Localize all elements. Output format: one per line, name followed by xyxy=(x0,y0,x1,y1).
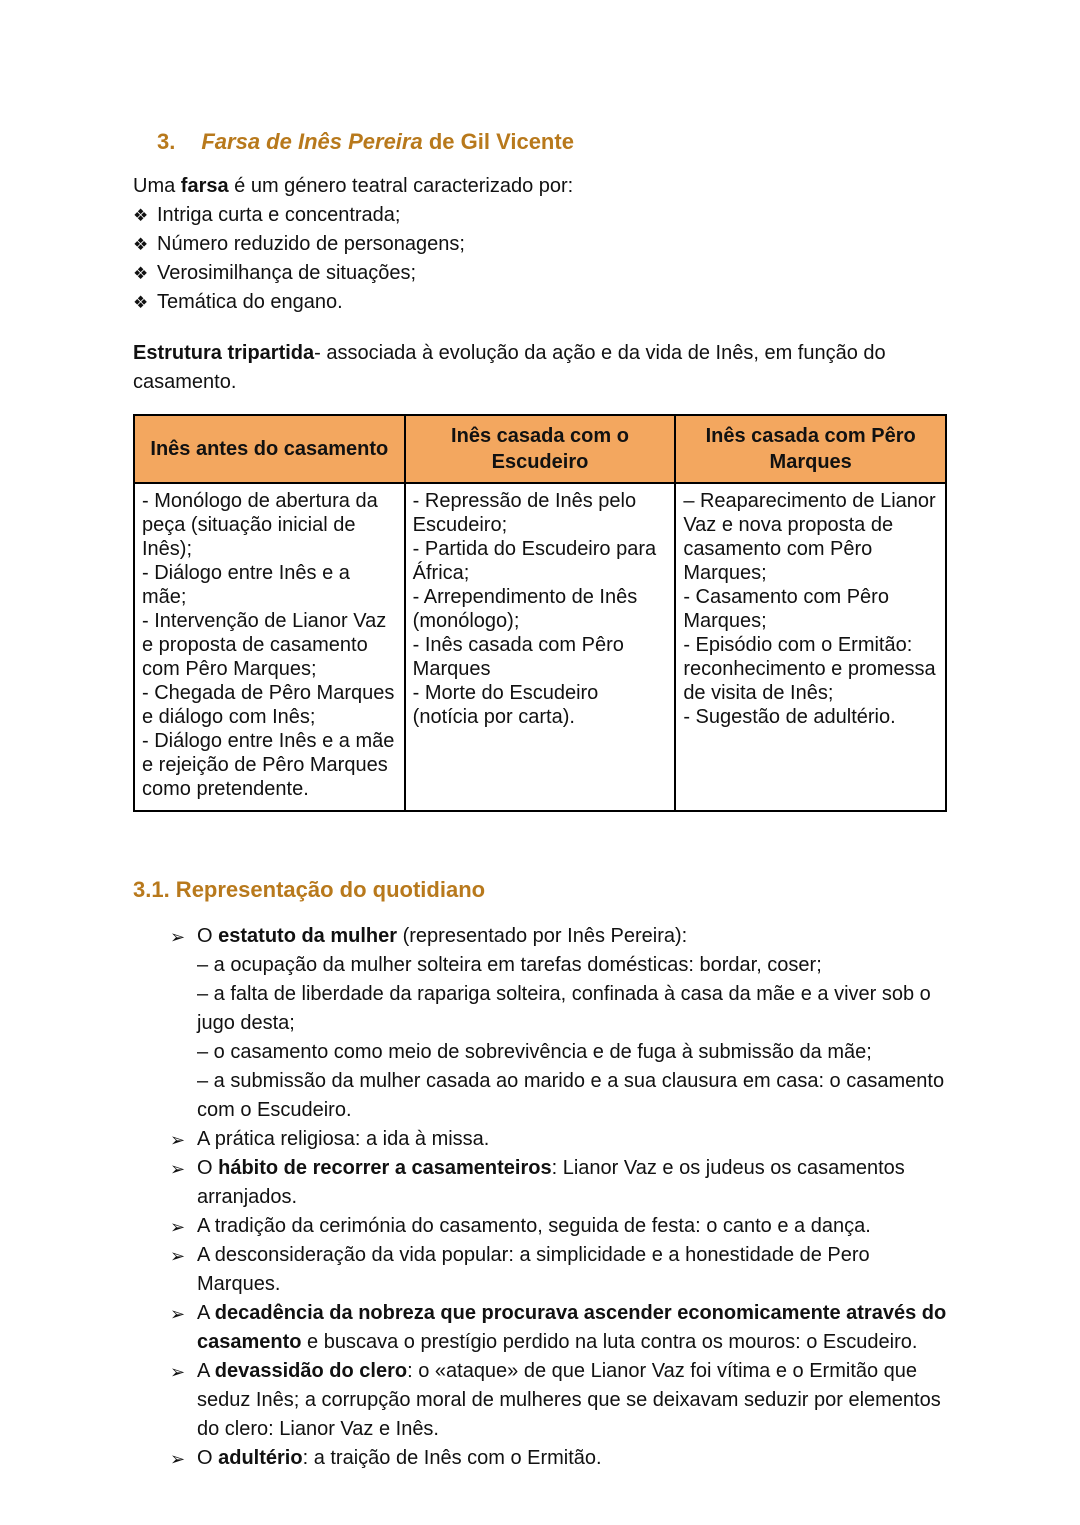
list-item-text: Verosimilhança de situações; xyxy=(157,262,417,284)
table-cell-item: - Monólogo de abertura da peça (situação inicial de Inês); xyxy=(142,490,378,560)
list-item-text: Número reduzido de personagens; xyxy=(157,233,465,255)
arrow-bullet-icon: ➢ xyxy=(170,1449,186,1469)
diamond-bullet-icon: ❖ xyxy=(133,235,149,254)
list-item xyxy=(133,1212,947,1241)
list-item-text: Intriga curta e concentrada; xyxy=(157,204,401,226)
text: (representado por Inês Pereira): xyxy=(397,925,688,947)
quotidiano-list xyxy=(133,922,947,1473)
subsection-heading: 3.1. Representação do quotidiano xyxy=(133,877,486,902)
sub-item-text: – a ocupação da mulher solteira em tarefas domésticas: bordar, coser; xyxy=(197,954,822,976)
text: O xyxy=(197,1447,219,1469)
table-cell-item: - Diálogo entre Inês e a mãe; xyxy=(142,562,350,608)
arrow-bullet-icon: ➢ xyxy=(170,1217,186,1237)
bold-text: Estrutura tripartida xyxy=(133,342,315,364)
sub-item-text: – o casamento como meio de sobrevivência e de fuga à submissão da mãe; xyxy=(197,1041,872,1063)
table-cell-item: - Arrependimento de Inês (monólogo); xyxy=(412,586,638,632)
estrutura-table xyxy=(133,414,947,812)
text: A prática religiosa: a ida à missa. xyxy=(197,1128,490,1150)
arrow-bullet-icon: ➢ xyxy=(170,1246,186,1266)
bold-text: decadência da nobreza que procurava ascender economicamente através do casamento xyxy=(197,1302,947,1353)
list-item-text xyxy=(197,1360,941,1440)
estrutura-paragraph xyxy=(133,339,947,397)
list-item xyxy=(133,1125,947,1154)
list-item-text xyxy=(197,1157,905,1208)
heading-title-italic: Farsa de Inês Pereira xyxy=(201,129,423,154)
farsa-characteristics-list xyxy=(133,201,947,317)
bold-text: devassidão do clero xyxy=(214,1360,408,1382)
table-cell-item: - Diálogo entre Inês e a mãe e rejeição de Pêro Marques como pretendente. xyxy=(142,730,395,800)
diamond-bullet-icon: ❖ xyxy=(133,206,149,225)
section-heading xyxy=(157,128,947,155)
table-cell-item: - Intervenção de Lianor Vaz e proposta de casamento com Pêro Marques; xyxy=(142,610,387,680)
arrow-bullet-icon: ➢ xyxy=(170,1362,186,1382)
table-cell xyxy=(134,483,405,811)
heading-title-rest: de Gil Vicente xyxy=(422,129,574,154)
intro-paragraph xyxy=(133,172,947,201)
list-item-text xyxy=(197,1302,946,1353)
text: A xyxy=(197,1360,215,1382)
list-item xyxy=(133,1241,947,1299)
table-cell-item: - Morte do Escudeiro (notícia por carta). xyxy=(412,682,599,728)
text: O xyxy=(197,1157,219,1179)
list-item xyxy=(133,230,947,259)
list-item-text xyxy=(197,1244,870,1295)
arrow-bullet-icon: ➢ xyxy=(170,1130,186,1150)
bold-text: estatuto da mulher xyxy=(218,925,398,947)
list-item-text xyxy=(197,1215,871,1237)
list-item-text xyxy=(197,1447,602,1469)
heading-number: 3. xyxy=(157,129,176,154)
text: Uma xyxy=(133,175,181,197)
table-cell-item: - Chegada de Pêro Marques e diálogo com Inês; xyxy=(142,682,395,728)
sub-item-text: – a submissão da mulher casada ao marido e a sua clausura em casa: o casamento com o Escudeiro. xyxy=(197,1070,945,1121)
text: O xyxy=(197,925,219,947)
arrow-bullet-icon: ➢ xyxy=(170,927,186,947)
table-cell-item: - Episódio com o Ermitão: reconhecimento e promessa de visita de Inês; xyxy=(683,634,936,704)
diamond-bullet-icon: ❖ xyxy=(133,264,149,283)
table-cell xyxy=(405,483,676,811)
list-item xyxy=(133,1154,947,1212)
text: é um género teatral caracterizado por: xyxy=(228,175,574,197)
text: : o «ataque» de que Lianor Vaz foi vítima e o Ermitão que seduz Inês; a corrupção moral de mulheres que se deixavam seduzir por elementos do clero: Lianor Vaz e Inês. xyxy=(197,1360,941,1440)
list-item xyxy=(133,201,947,230)
sub-item-text: – a falta de liberdade da rapariga solteira, confinada à casa da mãe e a viver sob o jugo desta; xyxy=(197,983,931,1034)
list-item xyxy=(133,288,947,317)
table-header-cell: Inês casada com Pêro Marques xyxy=(675,415,946,483)
table-body-row xyxy=(134,483,946,811)
table-cell-item: – Reaparecimento de Lianor Vaz e nova proposta de casamento com Pêro Marques; xyxy=(683,490,936,584)
bold-text: farsa xyxy=(180,175,229,197)
list-item xyxy=(133,1299,947,1357)
text: A xyxy=(197,1302,215,1324)
table-cell-item: - Inês casada com Pêro Marques xyxy=(412,634,624,680)
text: - associada à evolução da ação e da vida de Inês, em função do casamento. xyxy=(133,342,886,393)
list-item-text: Temática do engano. xyxy=(157,291,343,313)
table-header-row xyxy=(134,415,946,483)
text: A desconsideração da vida popular: a simplicidade e a honestidade de Pero Marques. xyxy=(197,1244,870,1295)
list-item xyxy=(133,922,947,1125)
text: : Lianor Vaz e os judeus os casamentos arranjados. xyxy=(197,1157,905,1208)
list-item xyxy=(133,259,947,288)
arrow-bullet-icon: ➢ xyxy=(170,1159,186,1179)
bold-text: adultério xyxy=(218,1447,303,1469)
table-header-cell: Inês casada com o Escudeiro xyxy=(405,415,676,483)
list-item-text xyxy=(197,925,687,947)
list-item xyxy=(133,1444,947,1473)
text: e buscava o prestígio perdido na luta contra os mouros: o Escudeiro. xyxy=(301,1331,918,1353)
table-cell-item: - Casamento com Pêro Marques; xyxy=(683,586,889,632)
diamond-bullet-icon: ❖ xyxy=(133,293,149,312)
arrow-bullet-icon: ➢ xyxy=(170,1304,186,1324)
table-cell xyxy=(675,483,946,811)
list-item-text xyxy=(197,1128,489,1150)
text: A tradição da cerimónia do casamento, seguida de festa: o canto e a dança. xyxy=(197,1215,871,1237)
text: : a traição de Inês com o Ermitão. xyxy=(302,1447,602,1469)
table-cell-item: - Partida do Escudeiro para África; xyxy=(412,538,657,584)
table-cell-item: - Repressão de Inês pelo Escudeiro; xyxy=(412,490,637,536)
bold-text: hábito de recorrer a casamenteiros xyxy=(218,1157,552,1179)
list-item xyxy=(133,1357,947,1444)
table-cell-item: - Sugestão de adultério. xyxy=(683,706,896,728)
table-header-cell: Inês antes do casamento xyxy=(134,415,405,483)
